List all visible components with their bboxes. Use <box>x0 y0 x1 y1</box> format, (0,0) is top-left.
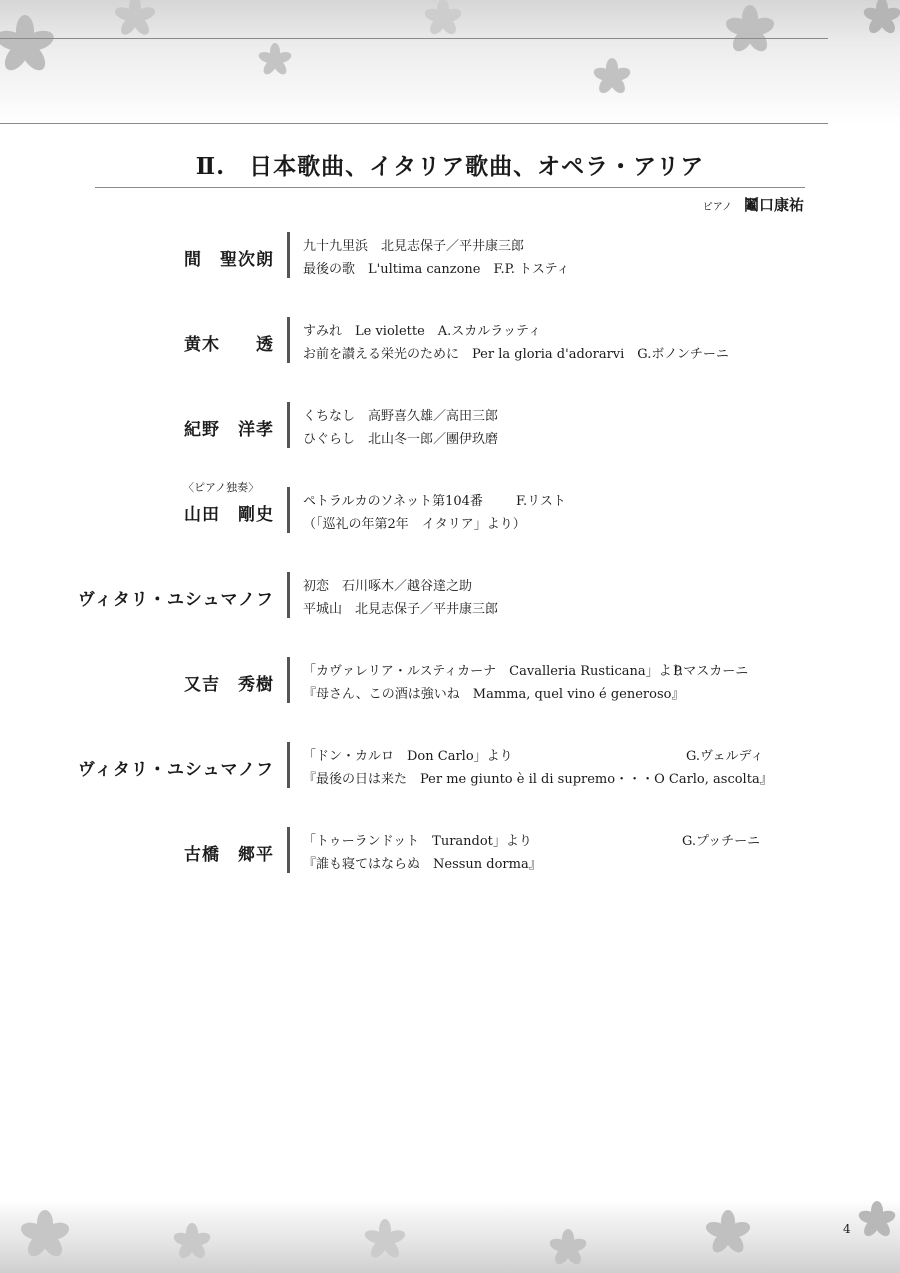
section-title: Ⅱ. 日本歌曲、イタリア歌曲、オペラ・アリア <box>195 153 705 180</box>
composer-name: G.プッチーニ <box>682 834 761 849</box>
entry-bar <box>287 827 290 873</box>
cherry-blossom-icon <box>110 0 160 42</box>
program-line: 平城山 北見志保子／平井康三郎 <box>303 602 499 617</box>
performer-name: ヴィタリ・ユシュマノフ <box>77 760 274 780</box>
composer-name: G.ヴェルディ <box>686 749 764 764</box>
cherry-blossom-icon <box>420 0 466 41</box>
footer-decoration <box>0 1200 900 1273</box>
performer-note: 〈ピアノ独奏〉 <box>183 481 260 494</box>
program-line: 『母さん、この酒は強いね Mamma, quel vino é generoso』 <box>303 687 685 702</box>
performer-name: 紀野 洋孝 <box>184 420 274 440</box>
pianist-name: 鬮口康祐 <box>743 196 804 214</box>
cherry-blossom-icon <box>590 55 634 99</box>
page-number: 4 <box>843 1222 851 1236</box>
entry-bar <box>287 572 290 618</box>
cherry-blossom-icon <box>855 1200 899 1242</box>
entry-bar <box>287 657 290 703</box>
program-line: 「カヴァレリア・ルスティカーナ Cavalleria Rusticana」より <box>303 664 685 679</box>
program-line: すみれ Le violette A.スカルラッティ <box>303 324 542 339</box>
program-line: くちなし 高野喜久雄／高田三郎 <box>303 409 499 424</box>
performer-name: 間 聖次朗 <box>184 250 274 270</box>
cherry-blossom-icon <box>170 1220 214 1264</box>
performer-name: ヴィタリ・ユシュマノフ <box>77 590 274 610</box>
header-decoration <box>0 0 900 125</box>
program-line: 「ドン・カルロ Don Carlo」より <box>303 749 513 764</box>
cherry-blossom-icon <box>720 0 780 60</box>
program-line: （「巡礼の年第2年 イタリア」より） <box>303 517 526 532</box>
program-line: 「トゥーランドット Turandot」より <box>303 834 532 849</box>
program-line: 『最後の日は来た Per me giunto è il di supremo・・・O Carlo, ascolta』 <box>303 772 773 787</box>
entry-bar <box>287 742 290 788</box>
cherry-blossom-icon <box>15 1205 75 1265</box>
cherry-blossom-icon <box>255 40 295 80</box>
composer-name: F.リスト <box>516 494 566 509</box>
performer-name: 又吉 秀樹 <box>184 675 274 695</box>
program-line: ひぐらし 北山冬一郎／團伊玖磨 <box>303 432 499 447</box>
entry-bar <box>287 487 290 533</box>
cherry-blossom-icon <box>0 10 60 80</box>
pianist-credit <box>703 194 804 215</box>
program-line: お前を讃える栄光のために Per la gloria d'adorarvi G.ボノンチーニ <box>303 347 729 362</box>
program-line: ペトラルカのソネット第104番 <box>303 494 483 509</box>
cherry-blossom-icon <box>700 1205 756 1261</box>
performer-name: 古橋 郷平 <box>184 845 274 865</box>
program-line: 初恋 石川啄木／越谷達之助 <box>303 579 473 594</box>
entry-bar <box>287 317 290 363</box>
program-line: 九十九里浜 北見志保子／平井康三郎 <box>303 239 525 254</box>
entry-bar <box>287 402 290 448</box>
cherry-blossom-icon <box>860 0 900 39</box>
performer-name: 山田 剛史 <box>184 505 274 525</box>
cherry-blossom-icon <box>360 1215 410 1265</box>
entry-bar <box>287 232 290 278</box>
header-rule <box>0 38 828 39</box>
header-rule <box>0 123 828 124</box>
composer-name: P.マスカーニ <box>673 664 749 679</box>
title-underline <box>95 187 805 188</box>
performer-name: 黄木 透 <box>184 335 274 355</box>
program-line: 最後の歌 L'ultima canzone F.P. トスティ <box>303 262 570 277</box>
pianist-role: ピアノ <box>702 202 732 213</box>
program-line: 『誰も寝てはならぬ Nessun dorma』 <box>303 857 542 872</box>
cherry-blossom-icon <box>545 1225 591 1271</box>
